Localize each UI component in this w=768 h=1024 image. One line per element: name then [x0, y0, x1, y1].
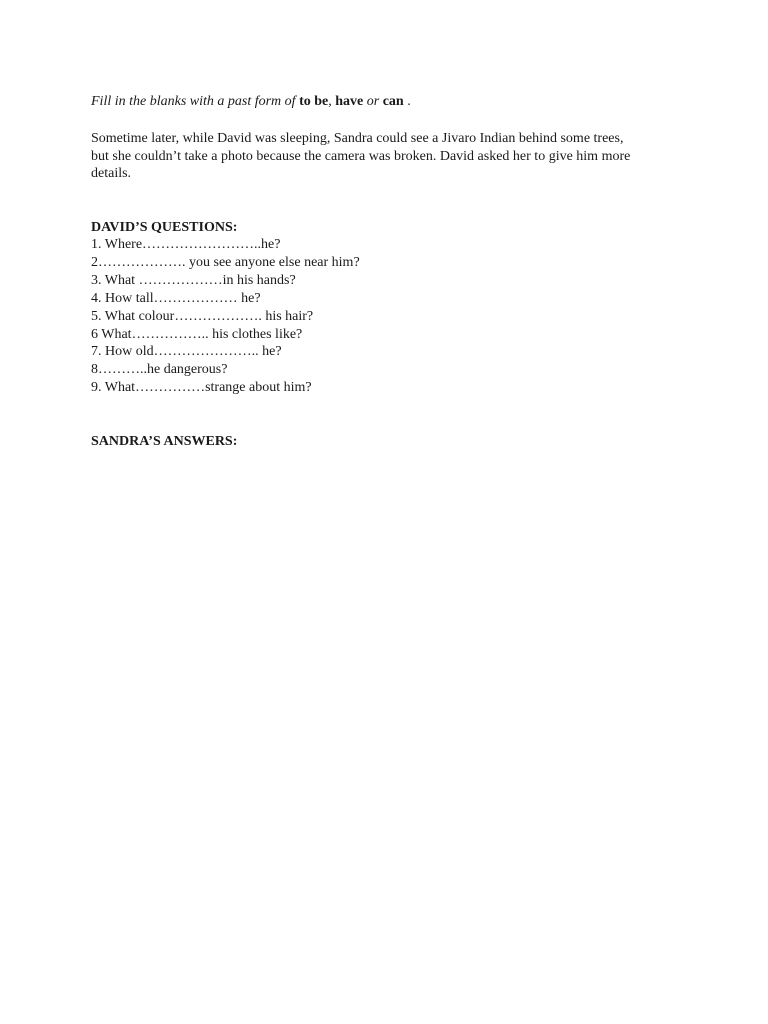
instruction-separator: , [328, 94, 336, 109]
question-item: 3. What ………………in his hands? [91, 272, 296, 288]
answers-heading: SANDRA’S ANSWERS: [91, 434, 238, 449]
questions-heading: DAVID’S QUESTIONS: [91, 220, 238, 235]
question-item: 9. What……………strange about him? [91, 380, 312, 396]
instruction-line [91, 93, 691, 110]
passage-line-3: details. [91, 166, 132, 181]
question-item: 1. Where……………………..he? [91, 237, 281, 252]
instruction-end: . [403, 94, 411, 109]
instruction-keyword-to-be: to be [299, 94, 329, 109]
question-item: 6 What…………….. his clothes like? [91, 326, 303, 342]
passage-line-1: Sometime later, while David was sleeping, Sandra could see a Jivaro Indian behind some trees, [91, 131, 624, 146]
question-item: 2………………. you see anyone else near him? [91, 254, 360, 270]
instruction-keyword-can: can [382, 94, 404, 109]
instruction-keyword-have: have [335, 94, 364, 109]
question-item: 5. What colour………………. his hair? [91, 308, 314, 324]
passage-line-2: but she couldn’t take a photo because the camera was broken. David asked her to give him more [91, 148, 631, 164]
question-item: 8………..he dangerous? [91, 362, 228, 378]
question-item: 7. How old………………….. he? [91, 344, 282, 360]
question-item: 4. How tall……………… he? [91, 290, 261, 306]
story-passage [91, 130, 691, 183]
instruction-or: or [363, 94, 383, 109]
instruction-text: Fill in the blanks with a past form of [91, 94, 300, 109]
questions-list [91, 236, 691, 397]
